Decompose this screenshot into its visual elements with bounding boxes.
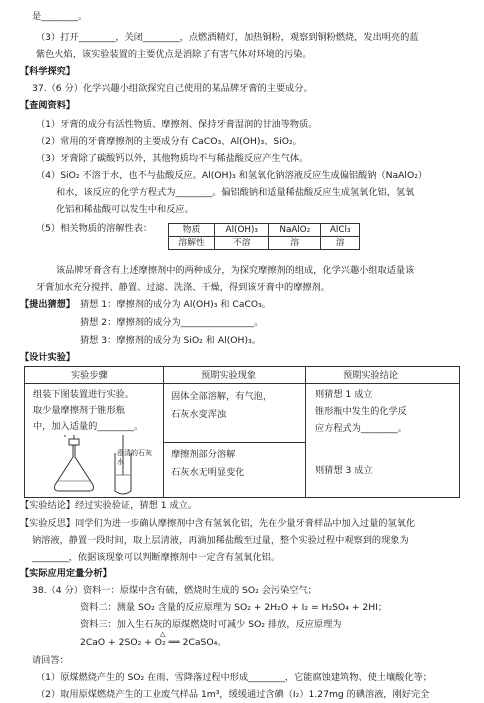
table-row (169, 224, 360, 237)
reflection-line-1: 【实验反思】同学们为进一步确认摩擦剂中含有氢氧化铝，先在少量牙膏样品中加入过量的氢氧化 (20, 518, 416, 529)
info-3: （3）牙膏除了碳酸钙以外，其他物质均不与稀盐酸反应产生气体。 (36, 153, 309, 164)
q38-data-3: 资料三：加入生石灰的原煤燃烧时可减少 SO₂ 排放，反应原理为 (80, 619, 342, 630)
info-tag: 【查阅资料】 (20, 100, 76, 111)
prev-answer-line: 是________。 (32, 11, 88, 22)
phenomenon-2-line-1: 摩擦剂部分溶解 (171, 449, 236, 460)
table-row (169, 237, 360, 250)
q38-ask: 请回答： (32, 655, 69, 666)
q38-part-2: （2）取用原煤燃烧产生的工业废气样品 1m³，缓缓通过含碘（I₂）1.27mg 的碘溶液，刚好完全 (36, 689, 430, 700)
header-step: 实验步骤 (71, 370, 108, 381)
experiment-table (24, 366, 460, 498)
phenomenon-1-line-1: 固体全部溶解，有气泡， (171, 391, 273, 402)
q3-line-2: 紫色火焰，该实验装置的主要优点是消除了有害气体对环境的污染。 (36, 49, 312, 60)
conclusion-1-line-1: 则猜想 1 成立 (315, 389, 373, 400)
guess-tag: 【提出猜想】 (20, 299, 76, 310)
info-4-line-3: 化铝和稀盐酸可以发生中和反应。 (56, 204, 194, 215)
design-tag: 【设计实验】 (20, 352, 76, 363)
step-line-1: 组装下图装置进行实验。 (33, 389, 135, 400)
table-cell: 溶 (269, 237, 321, 250)
table-cell: 溶解性 (169, 237, 215, 250)
step-line-2: 取少量摩擦剂于锥形瓶 (33, 405, 125, 416)
reflection-line-2: 钠溶液，静置一段时间，取上层清液，再滴加稀盐酸至过量，整个实验过程中观察到的现象为 (32, 535, 409, 546)
q38-part-1: （1）原煤燃烧产生的 SO₂ 在雨、雪降落过程中形成________，它能腐蚀建筑物、使土壤酸化等； (36, 672, 432, 683)
info-1: （1）牙膏的成分有活性物质、摩擦剂、保持牙膏湿润的甘油等物质。 (36, 119, 318, 130)
header-conclusion: 预期实验结论 (343, 370, 399, 381)
calc-tag: 【实际应用定量分析】 (20, 568, 112, 579)
reflection-line-3: ________，依据该现象可以判断摩擦剂中一定含有氢氧化铝。 (32, 552, 281, 563)
q38-data-2: 资料二：测量 SO₂ 含量的反应原理为 SO₂ + 2H₂O + I₂ = H₂SO₄ + 2HI； (80, 602, 388, 613)
conclusion-1-line-2: 锥形瓶中发生的化学反 (315, 406, 407, 417)
procedure-line-2: 牙膏加水充分搅拌、静置、过滤、洗涤、干燥，得到该牙膏中的摩擦剂。 (36, 282, 330, 293)
table-cell: 物质 (169, 224, 215, 237)
table-cell: 不溶 (215, 237, 269, 250)
step-line-3: 中，加入适量的________。 (33, 421, 144, 432)
table-cell: Al(OH)₃ (215, 224, 269, 237)
phenomenon-2-line-2: 石灰水无明显变化 (171, 467, 245, 478)
info-5: （5）相关物质的溶解性表： (36, 223, 153, 234)
conclusion-line: 【实验结论】经过实验验证，猜想 1 成立。 (20, 500, 198, 511)
q3-line-1: （3）打开________，关闭________，点燃酒精灯，加热铜粉，观察到铜粉燃烧，发出明亮的蓝 (36, 32, 419, 43)
flask-label: 澄清的石灰水 (117, 449, 152, 466)
table-cell: 溶 (321, 237, 360, 250)
solubility-table (168, 223, 360, 250)
info-4-line-2: 和水，该反应的化学方程式为________。偏铝酸钠和适量稀盐酸反应生成氢氧化铝，氢氧 (56, 187, 415, 198)
conclusion-2: 则猜想 3 成立 (315, 465, 373, 476)
section-tag-science: 【科学探究】 (20, 66, 76, 77)
conclusion-1-line-3: 应方程式为________。 (315, 423, 407, 434)
q38-equation (80, 636, 226, 649)
info-4-line-1: （4）SiO₂ 不溶于水，也不与盐酸反应。Al(OH)₃ 和氢氧化钠溶液反应生成偏铝酸钠（NaAlO₂） (36, 170, 428, 181)
q37-heading: 37.（6 分）化学兴趣小组欲探究自己使用的某品牌牙膏的主要成分。 (32, 83, 313, 94)
guess-1: 猜想 1：摩擦剂的成分为 Al(OH)₃ 和 CaCO₃。 (80, 299, 271, 310)
header-phenomenon: 预期实验现象 (201, 370, 257, 381)
guess-2: 猜想 2：摩擦剂的成分为________________。 (80, 317, 264, 328)
phenomenon-1-line-2: 石灰水变浑浊 (171, 409, 227, 420)
procedure-line-1: 该品牌牙膏含有上述摩擦剂中的两种成分，为探究摩擦剂的组成，化学兴趣小组取适量该 (56, 265, 415, 276)
table-cell: AlCl₃ (321, 224, 360, 237)
equation-condition: △ (160, 630, 166, 638)
q38-heading: 38.（4 分）资料一：原煤中含有硫，燃烧时生成的 SO₂ 会污染空气； (32, 585, 317, 596)
info-2: （2）常用的牙膏摩擦剂的主要成分有 CaCO₃、Al(OH)₃、SiO₂。 (36, 136, 302, 147)
guess-3: 猜想 3：摩擦剂的成分为 SiO₂ 和 Al(OH)₃。 (80, 335, 261, 346)
table-cell: NaAlO₂ (269, 224, 321, 237)
equation-text: 2CaO + 2SO₂ + O₂ ══ 2CaSO₄。 (80, 637, 227, 648)
